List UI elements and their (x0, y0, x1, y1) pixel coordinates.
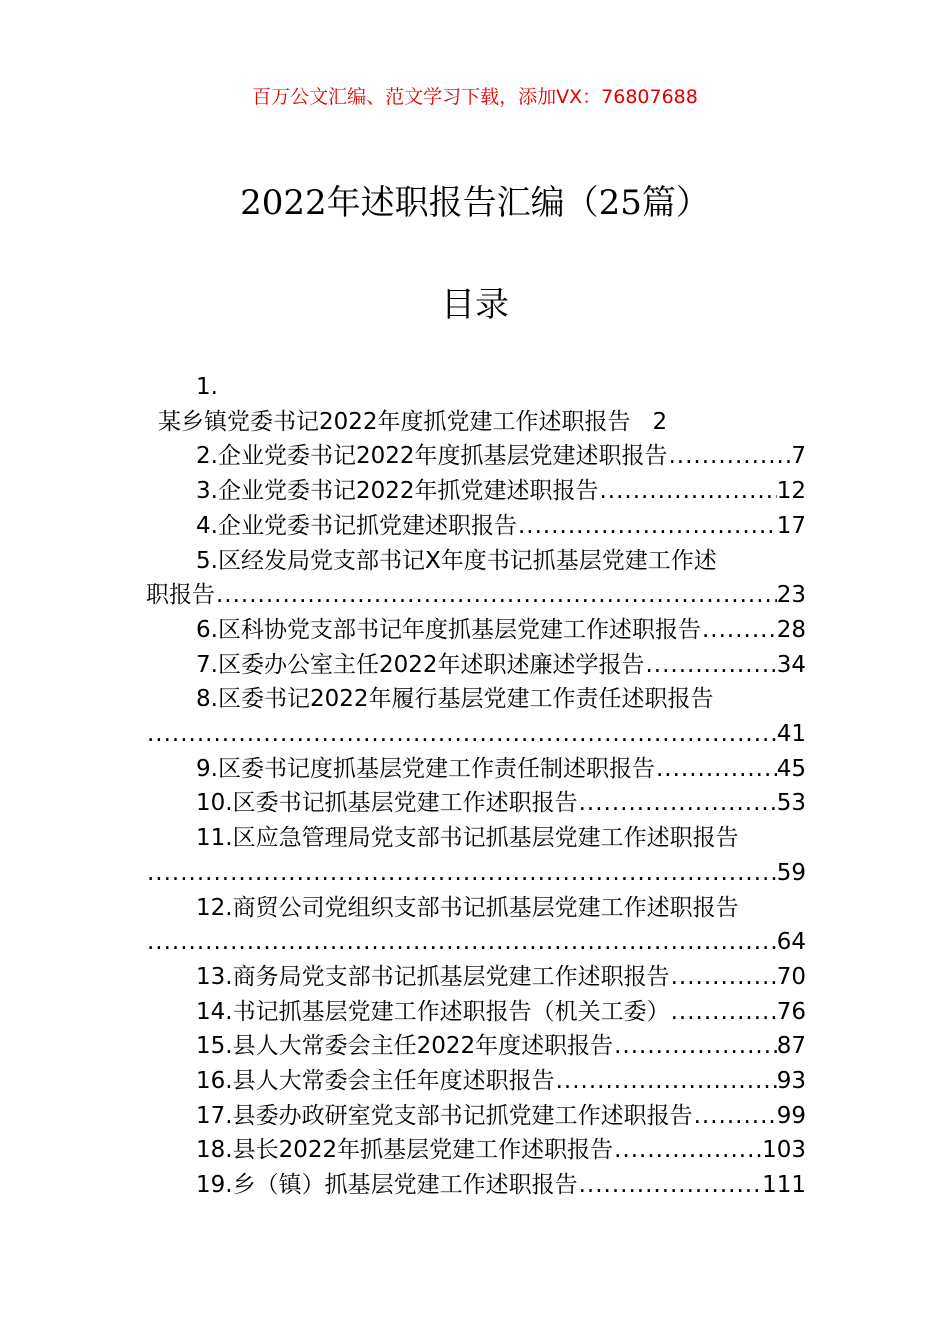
toc-entry-page: 17 (776, 512, 806, 539)
toc-entry-11[interactable] (146, 821, 806, 890)
toc-entry-6[interactable] (146, 613, 806, 648)
toc-entry-title: 16.县人大常委会主任年度述职报告 (196, 1068, 555, 1095)
toc-entry-page: 34 (776, 651, 806, 678)
dot-leader (667, 439, 791, 474)
toc-entry-page: 111 (762, 1172, 806, 1199)
toc-entry-page: 76 (776, 998, 806, 1025)
dot-leader (598, 474, 776, 509)
dot-leader (613, 1133, 762, 1168)
toc-entry-title: 11.区应急管理局党支部书记抓基层党建工作述职报告 (196, 825, 739, 852)
dot-leader (644, 648, 776, 683)
dot-leader (670, 995, 777, 1030)
toc-entry-page: 41 (776, 721, 806, 748)
toc-entry-15[interactable] (146, 1029, 806, 1064)
dot-leader (215, 578, 777, 613)
toc-entry-10[interactable] (146, 786, 806, 821)
toc-entry-1[interactable] (146, 370, 806, 439)
toc-entry-14[interactable] (146, 995, 806, 1030)
toc-entry-2[interactable] (146, 439, 806, 474)
toc-entry-title: 12.商贸公司党组织支部书记抓基层党建工作述职报告 (196, 894, 739, 921)
toc-entry-19[interactable] (146, 1168, 806, 1203)
toc-heading: 目录 (441, 285, 509, 325)
toc-entry-9[interactable] (146, 752, 806, 787)
toc-entry-title: 14.书记抓基层党建工作述职报告（机关工委） (196, 998, 670, 1025)
toc-entry-page: 12 (776, 478, 806, 505)
dot-leader (146, 717, 777, 752)
toc-entry-line (146, 405, 806, 440)
toc-entry-3[interactable] (146, 474, 806, 509)
toc-entry-title: 3.企业党委书记2022年抓党建述职报告 (196, 478, 599, 505)
toc-entry-5[interactable] (146, 544, 806, 613)
toc-entry-page: 28 (776, 616, 806, 643)
toc-entry-title: 13.商务局党支部书记抓基层党建工作述职报告 (196, 963, 670, 990)
dot-leader (670, 960, 777, 995)
table-of-contents (146, 370, 806, 1203)
dot-leader (146, 856, 777, 891)
toc-entry-18[interactable] (146, 1133, 806, 1168)
dot-leader (655, 752, 777, 787)
dot-leader (701, 613, 777, 648)
toc-entry-title: 4.企业党委书记抓党建述职报告 (196, 512, 517, 539)
toc-entry-page: 53 (776, 790, 806, 817)
toc-entry-page: 87 (776, 1033, 806, 1060)
toc-entry-title: 17.县委办政研室党支部书记抓党建工作述职报告 (196, 1102, 693, 1129)
toc-entry-page: 59 (776, 859, 806, 886)
toc-entry-title: 2.企业党委书记2022年度抓基层党建述职报告 (196, 443, 668, 470)
toc-entry-page: 93 (776, 1068, 806, 1095)
toc-entry-16[interactable] (146, 1064, 806, 1099)
dot-leader (578, 786, 777, 821)
toc-entry-number: 1. (196, 374, 218, 400)
toc-entry-page: 23 (776, 582, 806, 609)
toc-entry-page: 103 (762, 1137, 806, 1164)
toc-entry-7[interactable] (146, 648, 806, 683)
toc-entry-title: 19.乡（镇）抓基层党建工作述职报告 (196, 1172, 578, 1199)
toc-entry-8[interactable] (146, 682, 806, 751)
toc-entry-page: 45 (776, 755, 806, 782)
toc-entry-13[interactable] (146, 960, 806, 995)
toc-entry-title: 5.区经发局党支部书记X年度书记抓基层党建工作述 (196, 547, 717, 574)
toc-entry-page: 7 (791, 443, 806, 470)
header-note: 百万公文汇编、范文学习下载，添加VX：76807688 (252, 86, 698, 108)
toc-entry-title-cont: 职报告 (146, 582, 215, 609)
toc-entry-title: 6.区科协党支部书记年度抓基层党建工作述职报告 (196, 616, 701, 643)
toc-entry-title: 某乡镇党委书记2022年度抓党建工作述职报告 (158, 408, 631, 435)
toc-entry-title: 9.区委书记度抓基层党建工作责任制述职报告 (196, 755, 655, 782)
toc-entry-title: 10.区委书记抓基层党建工作述职报告 (196, 790, 578, 817)
document-title: 2022年述职报告汇编（25篇） (240, 183, 710, 223)
dot-leader (517, 509, 777, 544)
toc-entry-title: 8.区委书记2022年履行基层党建工作责任述职报告 (196, 686, 714, 713)
dot-leader (613, 1029, 777, 1064)
toc-entry-page: 2 (652, 408, 668, 435)
dot-leader (578, 1168, 763, 1203)
toc-entry-page: 99 (776, 1102, 806, 1129)
toc-entry-title: 18.县长2022年抓基层党建工作述职报告 (196, 1137, 614, 1164)
toc-entry-12[interactable] (146, 891, 806, 960)
dot-leader (146, 925, 777, 960)
dot-leader (555, 1064, 777, 1099)
toc-entry-17[interactable] (146, 1099, 806, 1134)
dot-leader (693, 1099, 777, 1134)
toc-entry-page: 70 (776, 963, 806, 990)
toc-entry-page: 64 (776, 929, 806, 956)
toc-entry-title: 7.区委办公室主任2022年述职述廉述学报告 (196, 651, 645, 678)
toc-entry-4[interactable] (146, 509, 806, 544)
toc-entry-title: 15.县人大常委会主任2022年度述职报告 (196, 1033, 614, 1060)
